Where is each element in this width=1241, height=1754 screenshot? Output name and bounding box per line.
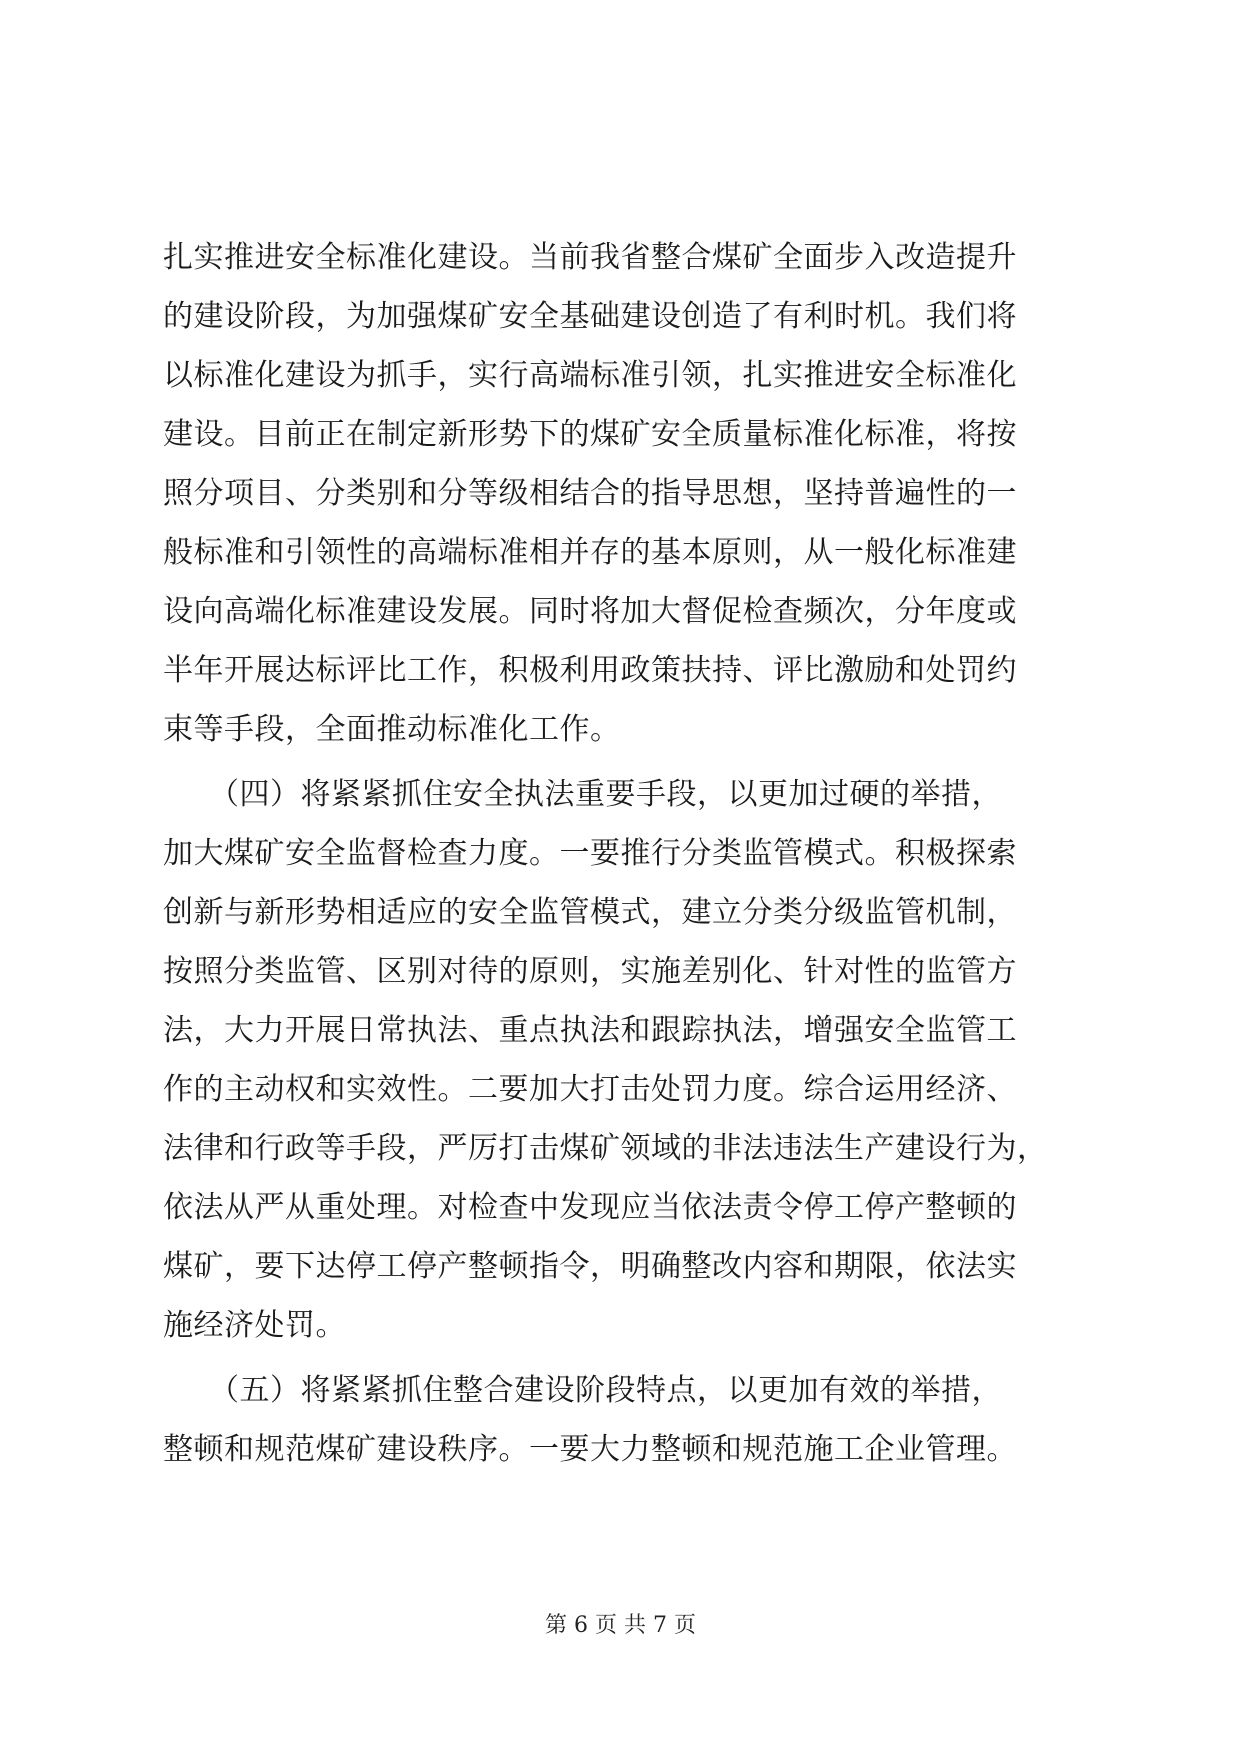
text-line: 煤矿，要下达停工停产整顿指令，明确整改内容和期限，依法实	[163, 1249, 1017, 1284]
text-line: 的建设阶段，为加强煤矿安全基础建设创造了有利时机。我们将	[163, 299, 1017, 334]
text-line: 按照分类监管、区别对待的原则，实施差别化、针对性的监管方	[163, 954, 1017, 989]
text-line: 法律和行政等手段，严厉打击煤矿领域的非法违法生产建设行为，	[163, 1131, 1048, 1166]
text-line: 扎实推进安全标准化建设。当前我省整合煤矿全面步入改造提升	[163, 240, 1017, 275]
text-line: 半年开展达标评比工作，积极利用政策扶持、评比激励和处罚约	[163, 653, 1017, 688]
text-line: 加大煤矿安全监督检查力度。一要推行分类监管模式。积极探索	[163, 836, 1017, 871]
paragraph-1	[163, 228, 1083, 759]
document-body	[163, 228, 1083, 1479]
text-line: 束等手段，全面推动标准化工作。	[163, 712, 621, 747]
text-line: 创新与新形势相适应的安全监管模式，建立分类分级监管机制，	[163, 895, 1017, 930]
text-line: 整顿和规范煤矿建设秩序。一要大力整顿和规范施工企业管理。	[163, 1432, 1017, 1467]
text-line: 般标准和引领性的高端标准相并存的基本原则，从一般化标准建	[163, 535, 1017, 570]
text-line: 以标准化建设为抓手，实行高端标准引领，扎实推进安全标准化	[163, 358, 1017, 393]
text-line: 依法从严从重处理。对检查中发现应当依法责令停工停产整顿的	[163, 1190, 1017, 1225]
text-line: （五）将紧紧抓住整合建设阶段特点，以更加有效的举措，	[163, 1373, 1002, 1408]
text-line: 设向高端化标准建设发展。同时将加大督促检查频次，分年度或	[163, 594, 1017, 629]
text-line: 作的主动权和实效性。二要加大打击处罚力度。综合运用经济、	[163, 1072, 1017, 1107]
page-number-footer: 第 6 页 共 7 页	[545, 1613, 696, 1638]
text-line: 法，大力开展日常执法、重点执法和跟踪执法，增强安全监管工	[163, 1013, 1017, 1048]
paragraph-3	[163, 1361, 1083, 1479]
text-line: 照分项目、分类别和分等级相结合的指导思想，坚持普遍性的一	[163, 476, 1017, 511]
text-line: 施经济处罚。	[163, 1308, 346, 1343]
text-line: （四）将紧紧抓住安全执法重要手段，以更加过硬的举措，	[163, 777, 1002, 812]
text-line: 建设。目前正在制定新形势下的煤矿安全质量标准化标准，将按	[163, 417, 1017, 452]
paragraph-2	[163, 765, 1083, 1355]
